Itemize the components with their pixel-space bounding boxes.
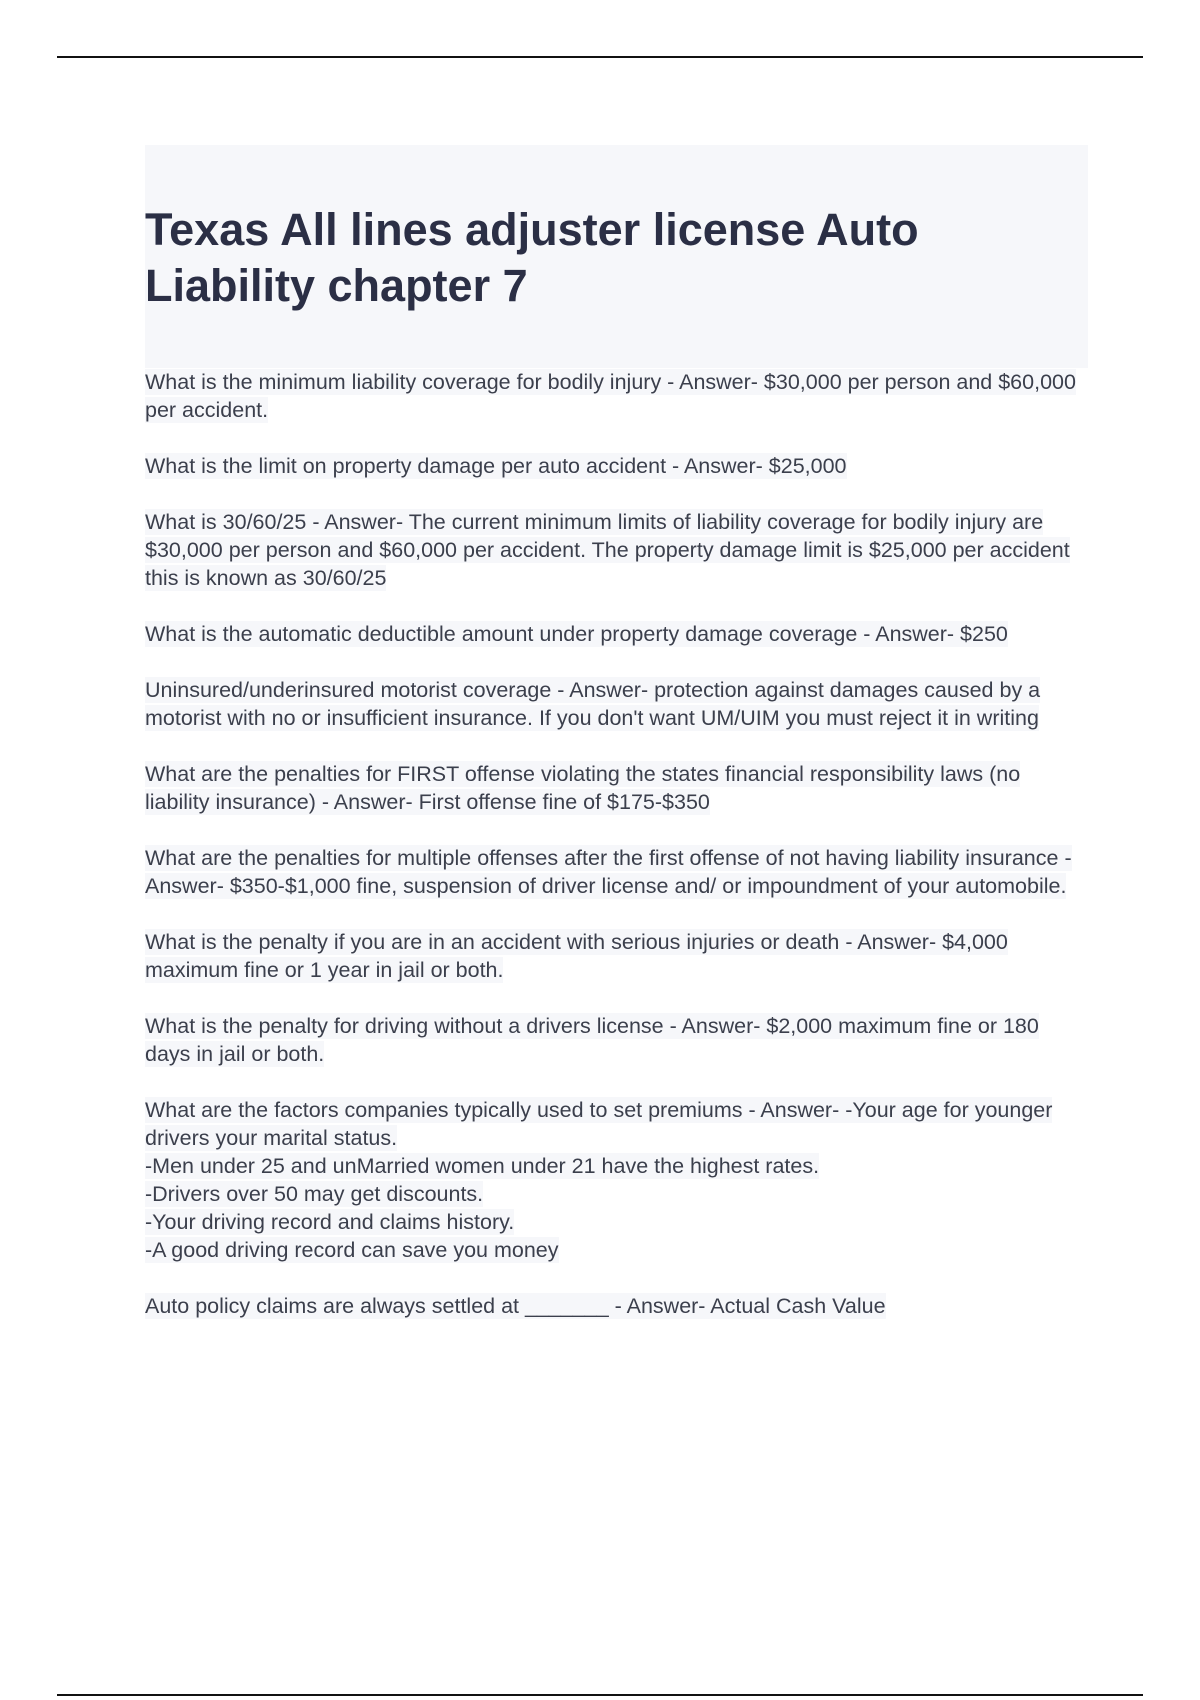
qa-item: What are the factors companies typically used to set premiums - Answer- -Your age for younger drivers your marital status. -Men under 25 and unMarried women under 21 have the highest rates. -Drivers over 50 may get discounts. -Your driving record and claims history. -A good driving record can save you money — [145, 1098, 1053, 1262]
qa-item: What is the penalty for driving without a drivers license - Answer- $2,000 maximum fine or 180 days in jail or both. — [145, 1014, 1039, 1066]
title-block — [145, 145, 1088, 368]
qa-list — [145, 368, 1088, 1348]
qa-item: Auto policy claims are always settled at _______ - Answer- Actual Cash Value — [145, 1294, 886, 1318]
top-rule — [57, 56, 1143, 58]
qa-item: What is 30/60/25 - Answer- The current minimum limits of liability coverage for bodily injury are $30,000 per person and $60,000 per accident. The property damage limit is $25,000 per accident this is known as 30/60/25 — [145, 510, 1070, 590]
qa-item: Uninsured/underinsured motorist coverage - Answer- protection against damages caused by a motorist with no or insufficient insurance. If you don't want UM/UIM you must reject it in writing — [145, 678, 1041, 730]
qa-item: What are the penalties for FIRST offense violating the states financial responsibility laws (no liability insurance) - Answer- First offense fine of $175-$350 — [145, 762, 1021, 814]
bottom-rule — [57, 1694, 1143, 1696]
qa-item: What is the minimum liability coverage for bodily injury - Answer- $30,000 per person and $60,000 per accident. — [145, 370, 1076, 422]
qa-item: What is the automatic deductible amount under property damage coverage - Answer- $250 — [145, 622, 1008, 646]
qa-item: What is the limit on property damage per auto accident - Answer- $25,000 — [145, 454, 847, 478]
document-title: Texas All lines adjuster license Auto Liability chapter 7 — [145, 204, 919, 311]
qa-item: What are the penalties for multiple offenses after the first offense of not having liability insurance - Answer- $350-$1,000 fine, suspension of driver license and/ or impoundment of your automobile. — [145, 846, 1072, 898]
qa-item: What is the penalty if you are in an accident with serious injuries or death - Answer- $4,000 maximum fine or 1 year in jail or both. — [145, 930, 1008, 982]
